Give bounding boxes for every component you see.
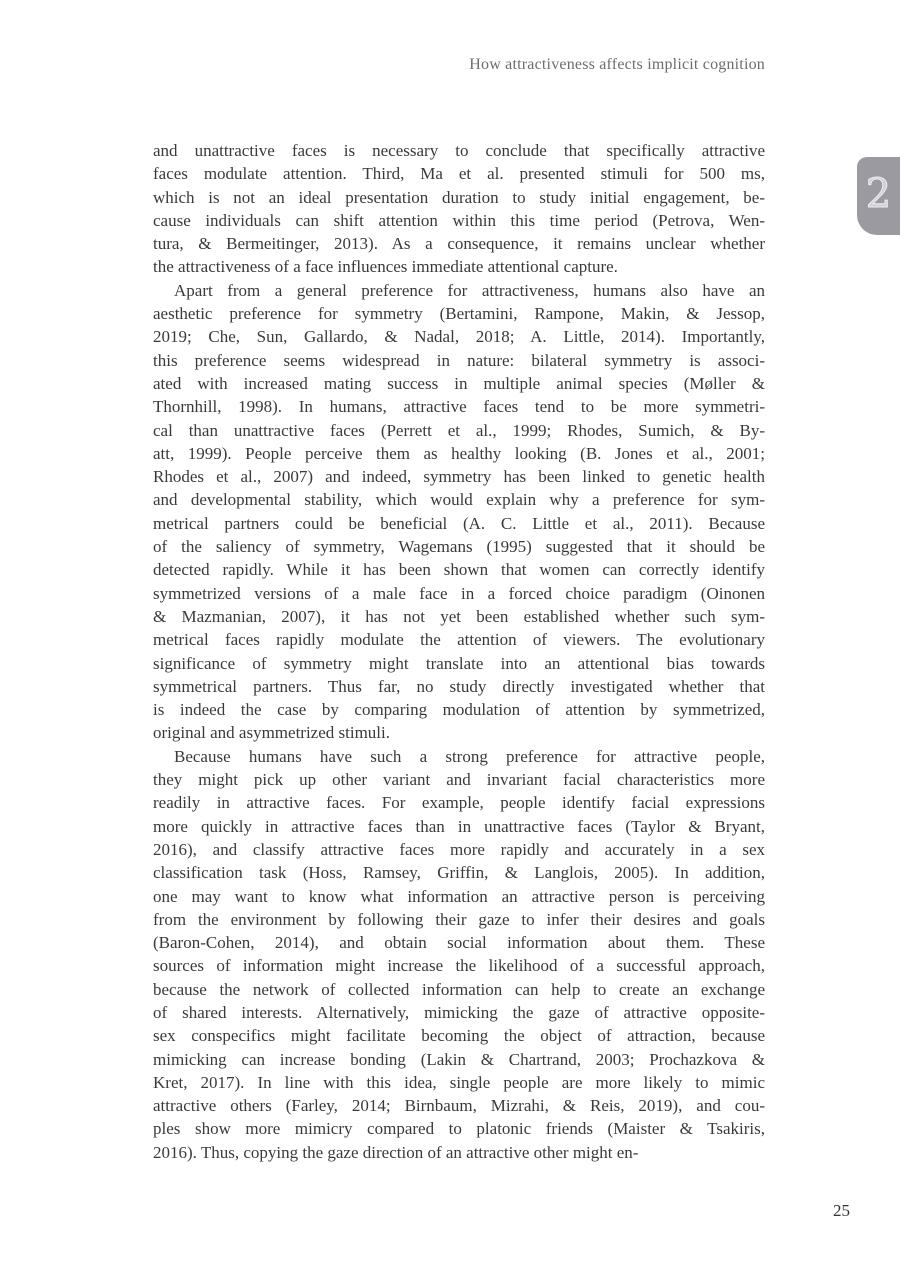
text-line: classification task (Hoss, Ramsey, Griffin, & Langlois, 2005). In addition,: [153, 863, 765, 883]
text-line: aesthetic preference for symmetry (Bertamini, Rampone, Makin, & Jessop,: [153, 304, 765, 324]
text-line: symmetrized versions of a male face in a forced choice paradigm (Oinonen: [153, 583, 765, 603]
text-line: symmetrical partners. Thus far, no study directly investigated whether that: [153, 676, 765, 696]
text-line: because the network of collected information can help to create an exchange: [153, 979, 765, 999]
text-line: metrical partners could be beneficial (A. C. Little et al., 2011). Because: [153, 513, 765, 533]
text-line: 2019; Che, Sun, Gallardo, & Nadal, 2018; A. Little, 2014). Importantly,: [153, 327, 765, 347]
text-line: att, 1999). People perceive them as healthy looking (B. Jones et al., 2001;: [153, 443, 765, 463]
text-line: cal than unattractive faces (Perrett et al., 1999; Rhodes, Sumich, & By-: [153, 420, 765, 440]
text-line: Kret, 2017). In line with this idea, single people are more likely to mimic: [153, 1072, 765, 1092]
text-line: ples show more mimicry compared to platonic friends (Maister & Tsakiris,: [153, 1119, 765, 1139]
text-line: Because humans have such a strong preference for attractive people,: [174, 746, 765, 766]
body-text: [153, 139, 765, 1164]
text-line: original and asymmetrized stimuli.: [153, 723, 391, 743]
text-line: significance of symmetry might translate into an attentional bias towards: [153, 653, 765, 673]
text-line: Apart from a general preference for attractiveness, humans also have an: [174, 280, 765, 300]
running-header: How attractiveness affects implicit cognition: [469, 56, 765, 73]
text-line: 2016), and classify attractive faces more rapidly and accurately in a sex: [153, 839, 765, 859]
text-line: 2016). Thus, copying the gaze direction of an attractive other might en-: [153, 1142, 639, 1162]
text-line: sources of information might increase the likelihood of a successful approach,: [153, 956, 765, 976]
text-line: the attractiveness of a face influences immediate attentional capture.: [153, 257, 618, 277]
page-number: 25: [833, 1201, 850, 1220]
text-line: detected rapidly. While it has been shown that women can correctly identify: [153, 560, 765, 580]
chapter-number: 2: [865, 171, 892, 217]
text-line: more quickly in attractive faces than in unattractive faces (Taylor & Bryant,: [153, 816, 765, 836]
text-line: this preference seems widespread in nature: bilateral symmetry is associ-: [153, 350, 765, 370]
text-line: and developmental stability, which would explain why a preference for sym-: [153, 490, 765, 510]
text-line: which is not an ideal presentation duration to study initial engagement, be-: [153, 187, 765, 207]
text-line: cause individuals can shift attention within this time period (Petrova, Wen-: [153, 210, 765, 230]
text-line: sex conspecifics might facilitate becoming the object of attraction, because: [153, 1026, 765, 1046]
text-line: ated with increased mating success in multiple animal species (Møller &: [153, 373, 765, 393]
text-line: is indeed the case by comparing modulation of attention by symmetrized,: [153, 700, 765, 720]
text-line: from the environment by following their gaze to infer their desires and goals: [153, 909, 765, 929]
text-line: one may want to know what information an attractive person is perceiving: [153, 886, 765, 906]
text-line: & Mazmanian, 2007), it has not yet been established whether such sym-: [153, 606, 765, 626]
text-line: of shared interests. Alternatively, mimicking the gaze of attractive opposite-: [153, 1002, 765, 1022]
text-line: and unattractive faces is necessary to conclude that specifically attractive: [153, 141, 765, 160]
text-line: mimicking can increase bonding (Lakin & Chartrand, 2003; Prochazkova &: [153, 1049, 765, 1069]
chapter-tab: [857, 157, 900, 235]
text-line: they might pick up other variant and invariant facial characteristics more: [153, 770, 765, 790]
paragraph: [153, 745, 765, 1164]
text-line: (Baron-Cohen, 2014), and obtain social information about them. These: [153, 933, 765, 953]
text-line: attractive others (Farley, 2014; Birnbaum, Mizrahi, & Reis, 2019), and cou-: [153, 1096, 765, 1116]
text-line: tura, & Bermeitinger, 2013). As a consequence, it remains unclear whether: [153, 234, 765, 254]
paragraph: [153, 139, 765, 279]
text-line: Thornhill, 1998). In humans, attractive faces tend to be more symmetri-: [153, 397, 765, 417]
paragraph: [153, 279, 765, 745]
text-line: faces modulate attention. Third, Ma et al. presented stimuli for 500 ms,: [153, 164, 765, 184]
text-line: of the saliency of symmetry, Wagemans (1995) suggested that it should be: [153, 537, 765, 557]
text-line: metrical faces rapidly modulate the attention of viewers. The evolutionary: [153, 630, 765, 650]
text-line: Rhodes et al., 2007) and indeed, symmetry has been linked to genetic health: [153, 467, 765, 487]
text-line: readily in attractive faces. For example, people identify facial expressions: [153, 793, 765, 813]
